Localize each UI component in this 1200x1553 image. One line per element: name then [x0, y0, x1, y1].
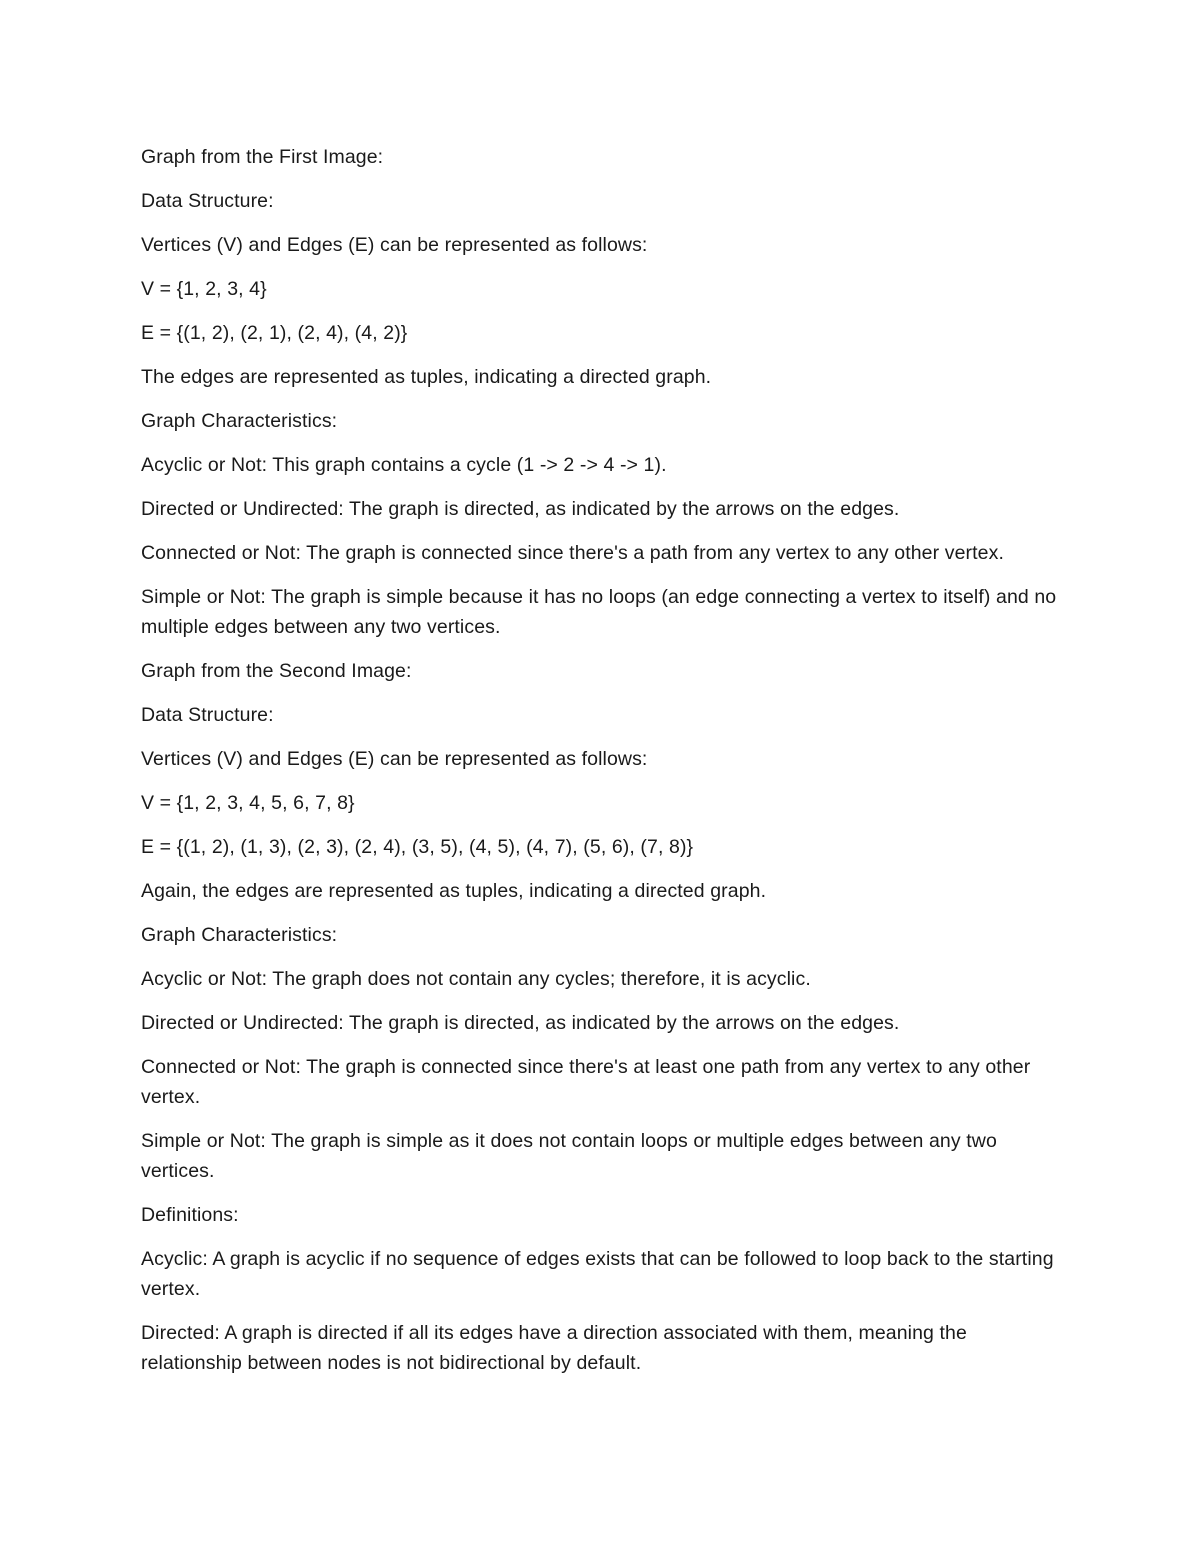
subheading-characteristics-2: Graph Characteristics:: [141, 924, 338, 946]
text-definition-acyclic: Acyclic: A graph is acyclic if no sequence of edges exists that can be followed to loop back to the starting vertex.: [141, 1248, 1054, 1300]
text-connected-1: Connected or Not: The graph is connected since there's a path from any vertex to any other vertex.: [141, 542, 1004, 564]
text-simple-2: Simple or Not: The graph is simple as it does not contain loops or multiple edges between any two vertices.: [141, 1130, 997, 1182]
text-vertex-set-2: V = {1, 2, 3, 4, 5, 6, 7, 8}: [141, 792, 355, 814]
subheading-data-structure-2: Data Structure:: [141, 704, 274, 726]
heading-first-graph: Graph from the First Image:: [141, 146, 384, 168]
text-tuples-note-2: Again, the edges are represented as tuples, indicating a directed graph.: [141, 880, 767, 902]
text-directed-1: Directed or Undirected: The graph is directed, as indicated by the arrows on the edges.: [141, 498, 900, 520]
subheading-data-structure-1: Data Structure:: [141, 190, 274, 212]
text-vertex-set-1: V = {1, 2, 3, 4}: [141, 278, 267, 300]
text-edge-set-2: E = {(1, 2), (1, 3), (2, 3), (2, 4), (3, 5), (4, 5), (4, 7), (5, 6), (7, 8)}: [141, 836, 694, 858]
text-edge-set-1: E = {(1, 2), (2, 1), (2, 4), (4, 2)}: [141, 322, 408, 344]
text-acyclic-1: Acyclic or Not: This graph contains a cycle (1 -> 2 -> 4 -> 1).: [141, 454, 667, 476]
document-body: [141, 142, 1061, 1392]
text-simple-1: Simple or Not: The graph is simple because it has no loops (an edge connecting a vertex to itself) and no multiple edges between any two vertices.: [141, 586, 1057, 638]
heading-second-graph: Graph from the Second Image:: [141, 660, 412, 682]
text-connected-2: Connected or Not: The graph is connected since there's at least one path from any vertex to any other vertex.: [141, 1056, 1031, 1108]
text-vertices-edges-intro-2: Vertices (V) and Edges (E) can be represented as follows:: [141, 748, 648, 770]
text-definition-directed: Directed: A graph is directed if all its edges have a direction associated with them, meaning the relationship between nodes is not bidirectional by default.: [141, 1322, 967, 1374]
text-vertices-edges-intro-1: Vertices (V) and Edges (E) can be represented as follows:: [141, 234, 648, 256]
text-acyclic-2: Acyclic or Not: The graph does not contain any cycles; therefore, it is acyclic.: [141, 968, 811, 990]
text-directed-2: Directed or Undirected: The graph is directed, as indicated by the arrows on the edges.: [141, 1012, 900, 1034]
heading-definitions: Definitions:: [141, 1204, 239, 1226]
subheading-characteristics-1: Graph Characteristics:: [141, 410, 338, 432]
text-tuples-note-1: The edges are represented as tuples, indicating a directed graph.: [141, 366, 712, 388]
